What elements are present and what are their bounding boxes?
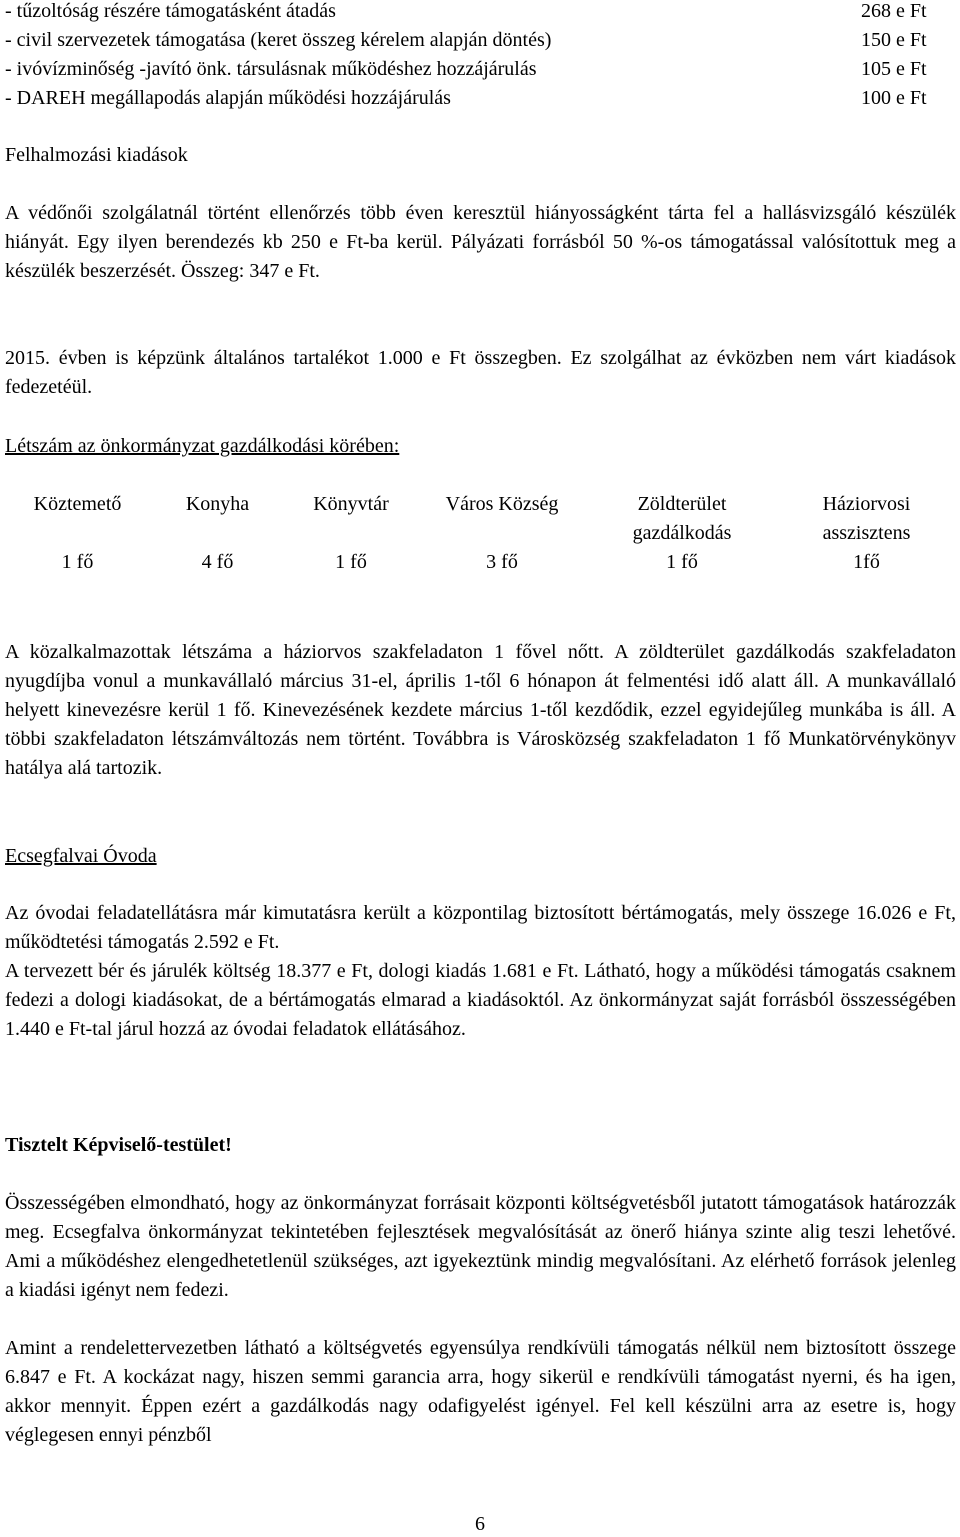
reserve-paragraph: 2015. évben is képzünk általános tartalékot 1.000 e Ft összegben. Ez szolgálhat az évközben nem várt kiadások fedezetéül. [5,347,956,398]
expense-item-amount: 150 e Ft [861,29,927,51]
staff-count-row [5,548,956,577]
closing-salutation: Tisztelt Képviselő-testület! [5,1134,232,1156]
expense-item [5,84,956,113]
staff-header-row [5,490,956,548]
expense-item-amount: 268 e Ft [861,0,927,22]
staff-column-header: Város Község [445,493,559,515]
staff-column-header: Köztemető [33,493,122,515]
expense-item-label: - civil szervezetek támogatása (keret összeg kérelem alapján döntés) [5,29,552,51]
staff-paragraph: A közalkalmazottak létszáma a háziorvos szakfeladaton 1 fővel nőtt. A zöldterület gazdálkodás szakfeladaton nyugdíjba vonul a munkavállaló március 31-el, április 1-től 6 hónapon át felmentési idő alatt áll. A munkavállaló helyett kinevezésre kerül 1 fő. Kinevezésének kezdete március 1-től kezdődik, ezzel egyidejűleg munkába is áll. A többi szakfeladaton létszámváltozás nem történt. Továbbra is Városközség szakfeladaton 1 fő Munkatörvénykönyv hatálya alá tartozik. [5,641,956,779]
expense-item-amount: 100 e Ft [861,87,927,109]
expense-item-label: - DAREH megállapodás alapján működési hozzájárulás [5,87,451,109]
staff-count-cell: 1 fő [61,551,94,573]
staff-count-cell: 1 fő [666,551,698,573]
expense-item-list [5,0,956,113]
page-number: 6 [475,1513,485,1535]
kindergarten-paragraph-2: A tervezett bér és járulék költség 18.377 e Ft, dologi kiadás 1.681 e Ft. Látható, hogy a működési támogatás csaknem fedezi a dologi kiadásokat, de a bértámogatás elmarad a kiadásoktól. Az önkormányzat saját forrásból összességében 1.440 e Ft-tal járul hozzá az óvodai feladatok ellátásához. [5,960,956,1040]
staff-column-header: Zöldterület gazdálkodás [632,493,732,544]
kindergarten-paragraph-1: Az óvodai feladatellátásra már kimutatásra került a központilag biztosított bértámogatás, mely összege 16.026 e Ft, működtetési támogatás 2.592 e Ft. [5,902,956,953]
closing-paragraph-2: Amint a rendelettervezetben látható a költségvetés egyensúlya rendkívüli támogatás nélkül nem biztosított összege 6.847 e Ft. A kockázat nagy, hiszen semmi garancia arra, hogy sikerül e rendkívüli támogatást nyerni, és ha igen, akkor mennyit. Éppen ezért a gazdálkodás nagy odafigyelést igényel. Fel kell készülni arra az esetre is, hogy véglegesen ennyi pénzből [5,1337,956,1446]
section-heading-capital-expenditure: Felhalmozási kiadások [5,144,188,166]
staff-count-cell: 4 fő [201,551,234,573]
expense-item [5,0,956,26]
expense-item-label: - ivóvízminőség -javító önk. társulásnak működéshez hozzájárulás [5,58,537,80]
capital-expenditure-paragraph: A védőnői szolgálatnál történt ellenőrzés több éven keresztül hiányosságként tárta fel a hallásvizsgáló készülék hiányát. Egy ilyen berendezés kb 250 e Ft-ba kerül. Pályázati forrásból 50 %-os támogatással valósítottuk meg a készülék beszerzését. Összeg: 347 e Ft. [5,202,956,282]
closing-paragraph-1: Összességében elmondható, hogy az önkormányzat forrásait központi költségvetésből jutatott támogatások határozzák meg. Ecsegfalva önkormányzat tekintetében fejlesztések megvalósítását az önerő hiánya szinte alig teszi lehetővé. Ami a működéshez elengedhetetlenül szükséges, azt igyekeztünk mindig megvalósítani. Az elérhető források jelenleg a kiadási igényt nem fedezi. [5,1192,956,1301]
expense-item-label: - tűzoltóság részére támogatásként átadás [5,0,336,22]
staff-column-header: Konyha [185,493,250,515]
kindergarten-heading: Ecsegfalvai Óvoda [5,845,157,867]
expense-item-amount: 105 e Ft [861,58,927,80]
expense-item [5,26,956,55]
staff-heading: Létszám az önkormányzat gazdálkodási körében: [5,435,400,457]
staff-table [5,490,956,577]
expense-item [5,55,956,84]
staff-count-cell: 1fő [853,551,880,573]
staff-column-header: Könyvtár [313,493,389,515]
staff-count-cell: 3 fő [486,551,518,573]
staff-column-header: Háziorvosi asszisztens [822,493,911,544]
staff-count-cell: 1 fő [335,551,367,573]
